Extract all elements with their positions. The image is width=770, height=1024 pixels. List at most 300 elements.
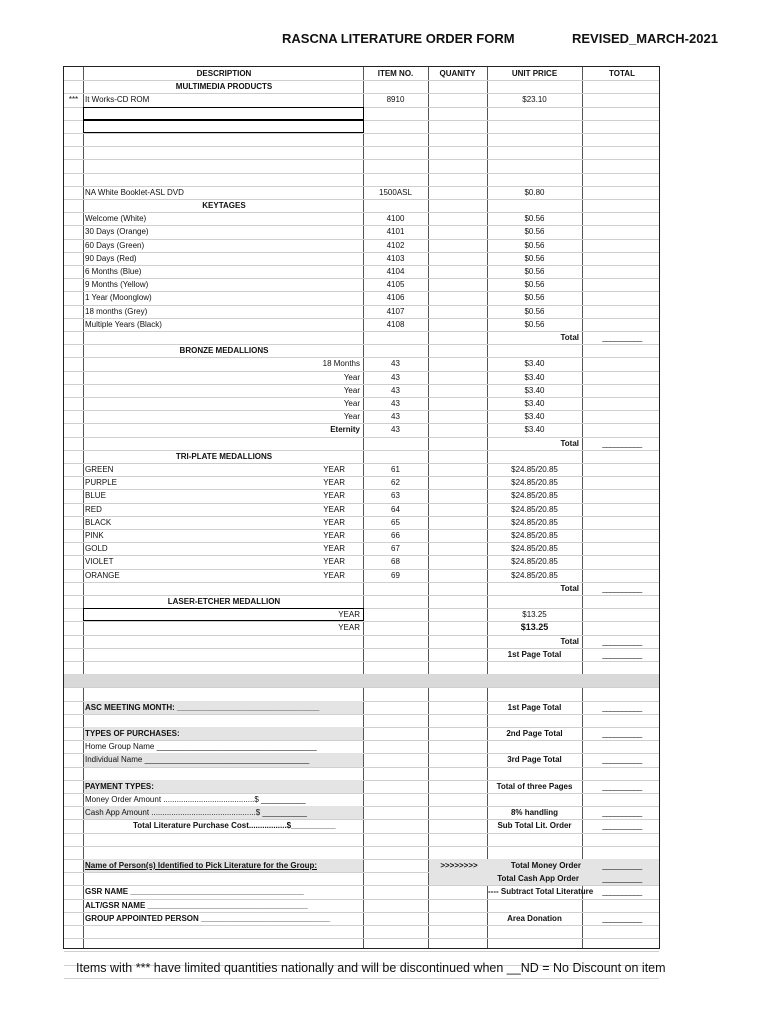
total-cell[interactable] [583,938,661,951]
quantity-cell[interactable] [429,595,486,608]
unit-price-cell: $24.85/20.85 [511,504,558,514]
quantity-cell[interactable] [429,621,486,634]
item-no-cell [364,899,427,912]
quantity-cell[interactable] [429,357,486,370]
quantity-cell[interactable] [429,727,486,740]
quantity-cell[interactable] [429,476,486,489]
description-cell [85,767,360,780]
item-no-cell [364,582,427,595]
table-row [64,489,659,503]
marker-cell [64,186,83,199]
total-cell[interactable] [583,476,661,489]
quantity-cell[interactable] [429,701,486,714]
unit-price-cell [488,938,581,951]
table-row [64,899,659,913]
year-label: YEAR [323,531,345,540]
quantity-cell[interactable] [429,344,486,357]
table-row [64,846,659,860]
marker-cell [64,371,83,384]
quantity-cell[interactable] [429,489,486,502]
marker-cell [64,793,83,806]
quantity-cell[interactable] [429,503,486,516]
quantity-cell[interactable] [429,291,486,304]
quantity-cell[interactable] [429,819,486,832]
item-no-cell: >>>>>>>> [440,861,478,870]
marker-cell [64,608,83,621]
total-cell[interactable] [583,529,661,542]
quantity-cell[interactable] [429,529,486,542]
total-cell[interactable] [583,767,661,780]
total-cell[interactable]: __________ [602,861,642,870]
marker-cell [64,899,83,912]
total-cell[interactable] [583,489,661,502]
marker-cell [64,819,83,832]
item-no-cell [364,753,427,766]
item-no-cell [364,833,427,846]
item-no-cell: 65 [391,517,400,527]
quantity-cell[interactable] [429,872,486,885]
marker-cell [64,344,83,357]
quantity-cell[interactable] [429,384,486,397]
quantity-cell[interactable] [429,463,486,476]
description-cell: 60 Days (Green) [85,240,145,250]
total-cell[interactable]: __________ [602,781,642,791]
quantity-cell[interactable] [429,173,486,186]
total-cell[interactable] [583,357,661,370]
table-row [64,582,659,596]
description-cell: Money Order Amount .........................................$ __________ [85,795,306,804]
item-no-cell: 64 [391,504,400,514]
quantity-cell[interactable] [429,569,486,582]
total-cell[interactable] [583,252,661,265]
table-row [64,371,659,385]
unit-price-cell [488,133,581,146]
table-row [64,714,659,728]
unit-price-cell [488,793,581,806]
item-no-cell [364,846,427,859]
item-no-cell [364,608,427,621]
unit-price-cell [488,344,581,357]
item-no-cell [364,107,427,120]
marker-cell [64,872,83,885]
total-cell[interactable] [583,344,661,357]
year-label: YEAR [323,504,345,514]
quantity-cell[interactable] [429,885,486,898]
item-no-cell: 4107 [386,306,405,316]
marker-cell [64,833,83,846]
marker-cell [64,938,83,951]
description-cell [85,331,360,344]
description-cell: 18 Months [322,359,360,369]
table-row [64,806,659,820]
quantity-cell[interactable] [429,80,486,93]
description-cell: Year [343,385,360,395]
quantity-cell[interactable] [429,133,486,146]
marker-cell [64,516,83,529]
marker-cell [64,305,83,318]
unit-price-cell: $0.56 [524,280,545,290]
item-no-cell: 66 [391,531,400,540]
marker-cell [64,555,83,568]
quantity-cell[interactable] [429,265,486,278]
table-row [64,159,659,173]
table-row [64,476,659,490]
total-cell[interactable] [583,384,661,397]
total-cell[interactable] [583,291,661,304]
quantity-cell[interactable] [429,767,486,780]
unit-price-cell: 1st Page Total [507,702,562,712]
quantity-cell[interactable] [429,714,486,727]
total-cell[interactable] [583,661,661,674]
quantity-cell[interactable] [429,212,486,225]
table-row [64,107,659,121]
item-no-cell [364,912,427,925]
quantity-cell[interactable] [429,516,486,529]
total-cell[interactable] [583,516,661,529]
quantity-cell[interactable] [429,107,486,120]
unit-price-cell [488,173,581,186]
quantity-cell[interactable] [429,648,486,661]
item-no-cell [364,780,427,793]
quantity-cell[interactable] [429,437,486,450]
total-cell[interactable] [583,450,661,463]
description-cell: ASC MEETING MONTH: ________________________________ [85,702,320,712]
quantity-cell[interactable] [429,674,486,687]
total-cell[interactable] [583,674,661,687]
total-cell[interactable] [583,239,661,252]
quantity-cell[interactable] [429,450,486,463]
marker-cell [64,753,83,766]
item-no-cell: 43 [391,425,400,435]
total-cell[interactable] [583,423,661,436]
total-cell[interactable] [583,846,661,859]
table-row [64,357,659,371]
item-no-cell: 61 [391,465,400,474]
table-row [64,555,659,569]
table-row [64,687,659,701]
total-cell[interactable] [583,265,661,278]
table-row [64,753,659,767]
description-cell [85,159,360,172]
column-header: UNIT PRICE [511,69,558,78]
table-row [64,912,659,926]
marker-cell [64,225,83,238]
total-cell[interactable] [583,714,661,727]
quantity-cell[interactable] [429,186,486,199]
total-cell[interactable]: __________ [602,808,642,818]
total-cell[interactable] [583,397,661,410]
item-no-cell: 69 [391,570,400,580]
unit-price-cell [488,740,581,753]
item-no-cell: 43 [391,399,400,408]
quantity-cell[interactable] [429,912,486,925]
total-cell[interactable]: __________ [602,729,642,738]
total-cell[interactable] [583,410,661,423]
item-no-cell [364,925,427,938]
unit-price-cell: Total Cash App Order [497,874,579,884]
total-cell[interactable] [583,159,661,172]
total-cell[interactable] [583,925,661,938]
total-cell[interactable] [583,569,661,582]
quantity-cell[interactable] [429,371,486,384]
item-no-cell [364,806,427,819]
description-cell: Welcome (White) [85,214,147,224]
quantity-cell[interactable] [429,318,486,331]
total-cell[interactable] [583,173,661,186]
table-row [64,173,659,187]
description-cell: GSR NAME _______________________________________ [85,887,304,897]
description-cell: Year [343,399,360,408]
item-no-cell [364,767,427,780]
marker-cell [64,437,83,450]
item-no-cell [364,621,427,634]
unit-price-cell [488,687,581,700]
marker-cell [64,569,83,582]
unit-price-cell [488,767,581,780]
total-cell[interactable]: __________ [602,438,642,448]
table-row [64,93,659,107]
table-row [64,437,659,451]
description-cell: NA White Booklet-ASL DVD [85,187,184,197]
description-cell: YEAR [338,610,360,620]
item-no-cell [364,885,427,898]
marker-cell [64,318,83,331]
table-row [64,780,659,794]
quantity-cell[interactable] [429,120,486,133]
unit-price-cell: $0.56 [524,319,545,329]
footnote: Items with *** have limited quantities nationally and will be discontinued when __ND = No Discount on item [76,961,666,975]
quantity-cell[interactable] [429,687,486,700]
marker-cell [64,173,83,186]
quantity-cell[interactable] [429,555,486,568]
total-cell[interactable] [583,555,661,568]
marker-cell [64,397,83,410]
description-cell: BLUE [85,491,106,501]
quantity-cell[interactable] [429,252,486,265]
unit-price-cell: $24.85/20.85 [511,465,558,474]
quantity-cell[interactable] [429,753,486,766]
total-cell[interactable] [583,687,661,700]
description-cell [85,146,360,159]
total-cell[interactable] [583,621,661,634]
column-header [64,67,83,80]
quantity-cell[interactable] [429,542,486,555]
total-cell[interactable]: __________ [602,755,642,765]
total-cell[interactable] [583,133,661,146]
item-no-cell: 1500ASL [379,187,412,197]
table-row [64,793,659,807]
total-cell[interactable] [583,793,661,806]
table-row [64,608,659,622]
quantity-cell[interactable] [429,331,486,344]
total-cell[interactable] [583,146,661,159]
unit-price-cell: ---- Subtract Total Literature [488,887,594,897]
total-cell[interactable] [583,595,661,608]
quantity-cell[interactable] [429,608,486,621]
total-cell[interactable] [583,371,661,384]
total-cell[interactable] [583,740,661,753]
marker-cell [64,767,83,780]
total-cell[interactable]: __________ [602,821,642,831]
item-no-cell [364,80,427,93]
marker-cell [64,595,83,608]
description-cell [85,938,360,951]
quantity-cell[interactable] [429,410,486,423]
total-cell[interactable] [583,212,661,225]
total-cell[interactable] [583,225,661,238]
quantity-cell[interactable] [429,93,486,106]
table-row [64,252,659,266]
description-cell: It Works-CD ROM [85,95,150,105]
item-no-cell [364,437,427,450]
unit-price-cell [488,107,581,120]
column-header: ITEM NO. [377,69,414,78]
quantity-cell[interactable] [429,846,486,859]
quantity-cell[interactable] [429,278,486,291]
quantity-cell[interactable] [429,859,486,872]
column-header: QUANITY [439,69,476,78]
description-cell: TRI-PLATE MEDALLIONS [175,451,273,461]
description-cell: GROUP APPOINTED PERSON _____________________________ [85,913,331,923]
marker-cell [64,463,83,476]
quantity-cell[interactable] [429,780,486,793]
total-cell[interactable] [583,199,661,212]
total-cell[interactable] [583,833,661,846]
description-cell: RED [85,504,102,514]
quantity-cell[interactable] [429,397,486,410]
marker-cell [64,107,83,120]
marker-cell [64,661,83,674]
total-cell[interactable] [583,463,661,476]
unit-price-cell: $24.85/20.85 [511,531,558,540]
description-cell: YEAR [338,623,360,633]
table-row [64,727,659,741]
table-row [64,120,659,134]
marker-cell [64,384,83,397]
item-no-cell: 4106 [386,293,405,303]
total-cell[interactable] [583,503,661,516]
description-cell: KEYTAGES [202,201,246,210]
unit-price-cell: $0.56 [524,214,545,224]
quantity-cell[interactable] [429,582,486,595]
unit-price-cell: $23.10 [522,95,547,105]
total-cell[interactable] [583,80,661,93]
quantity-cell[interactable] [429,740,486,753]
year-label: YEAR [323,544,345,554]
total-cell[interactable]: __________ [602,887,642,897]
total-cell[interactable]: __________ [602,636,642,646]
total-cell[interactable] [583,899,661,912]
item-no-cell: 67 [391,544,400,554]
description-cell: Total Literature Purchase Cost.................$__________ [133,821,336,831]
marker-cell [64,529,83,542]
quantity-cell[interactable] [429,199,486,212]
total-cell[interactable] [583,608,661,621]
description-cell [85,674,360,687]
unit-price-cell [488,120,581,133]
total-cell[interactable] [583,318,661,331]
marker-cell [64,265,83,278]
description-cell: 1 Year (Moonglow) [85,293,152,303]
total-cell[interactable] [583,186,661,199]
quantity-cell[interactable] [429,305,486,318]
total-cell[interactable]: __________ [602,913,642,923]
item-no-cell: 43 [391,372,400,382]
quantity-cell[interactable] [429,423,486,436]
quantity-cell[interactable] [429,925,486,938]
quantity-cell[interactable] [429,159,486,172]
unit-price-cell: $13.25 [522,610,547,620]
description-cell: ALT/GSR NAME ____________________________________ [85,900,308,910]
year-label: YEAR [323,517,345,527]
description-cell [85,582,360,595]
quantity-cell[interactable] [429,225,486,238]
description-cell: Cash App Amount ...............................................$ __________ [85,808,307,818]
unit-price-cell: $3.40 [524,399,545,408]
quantity-cell[interactable] [429,793,486,806]
unit-price-cell: Total [560,636,579,646]
total-cell[interactable]: __________ [602,333,642,342]
table-row [64,384,659,398]
item-no-cell [364,701,427,714]
quantity-cell[interactable] [429,239,486,252]
quantity-cell[interactable] [429,635,486,648]
quantity-cell[interactable] [429,899,486,912]
quantity-cell[interactable] [429,806,486,819]
unit-price-cell: Sub Total Lit. Order [497,821,572,831]
unit-price-cell: $0.56 [524,240,545,250]
quantity-cell[interactable] [429,833,486,846]
description-cell [85,133,360,146]
total-cell[interactable]: __________ [602,874,642,884]
description-cell [85,173,360,186]
unit-price-cell: Total [560,438,579,448]
total-cell[interactable]: __________ [602,702,642,712]
marker-cell [64,925,83,938]
description-cell [85,846,360,859]
total-cell[interactable] [583,93,661,106]
unit-price-cell [488,714,581,727]
quantity-cell[interactable] [429,146,486,159]
item-no-cell [364,635,427,648]
table-row [64,648,659,662]
unit-price-cell [488,925,581,938]
marker-cell [64,635,83,648]
table-row [64,423,659,437]
table-row [64,133,659,147]
total-cell[interactable] [583,278,661,291]
total-cell[interactable] [583,305,661,318]
total-cell[interactable]: __________ [602,649,642,659]
unit-price-cell [488,199,581,212]
marker-cell [64,740,83,753]
total-cell[interactable]: __________ [602,583,642,593]
unit-price-cell [488,674,581,687]
description-cell: ORANGE [85,570,120,580]
quantity-cell[interactable] [429,938,486,951]
total-cell[interactable] [583,542,661,555]
table-row [64,397,659,411]
table-row [64,199,659,213]
unit-price-cell: Total of three Pages [496,781,573,791]
unit-price-cell: $24.85/20.85 [511,570,558,580]
total-cell[interactable] [583,120,661,133]
item-no-cell [364,872,427,885]
description-cell: Multiple Years (Black) [85,319,162,329]
total-cell[interactable] [583,107,661,120]
marker-cell: *** [68,95,79,105]
quantity-cell[interactable] [429,661,486,674]
